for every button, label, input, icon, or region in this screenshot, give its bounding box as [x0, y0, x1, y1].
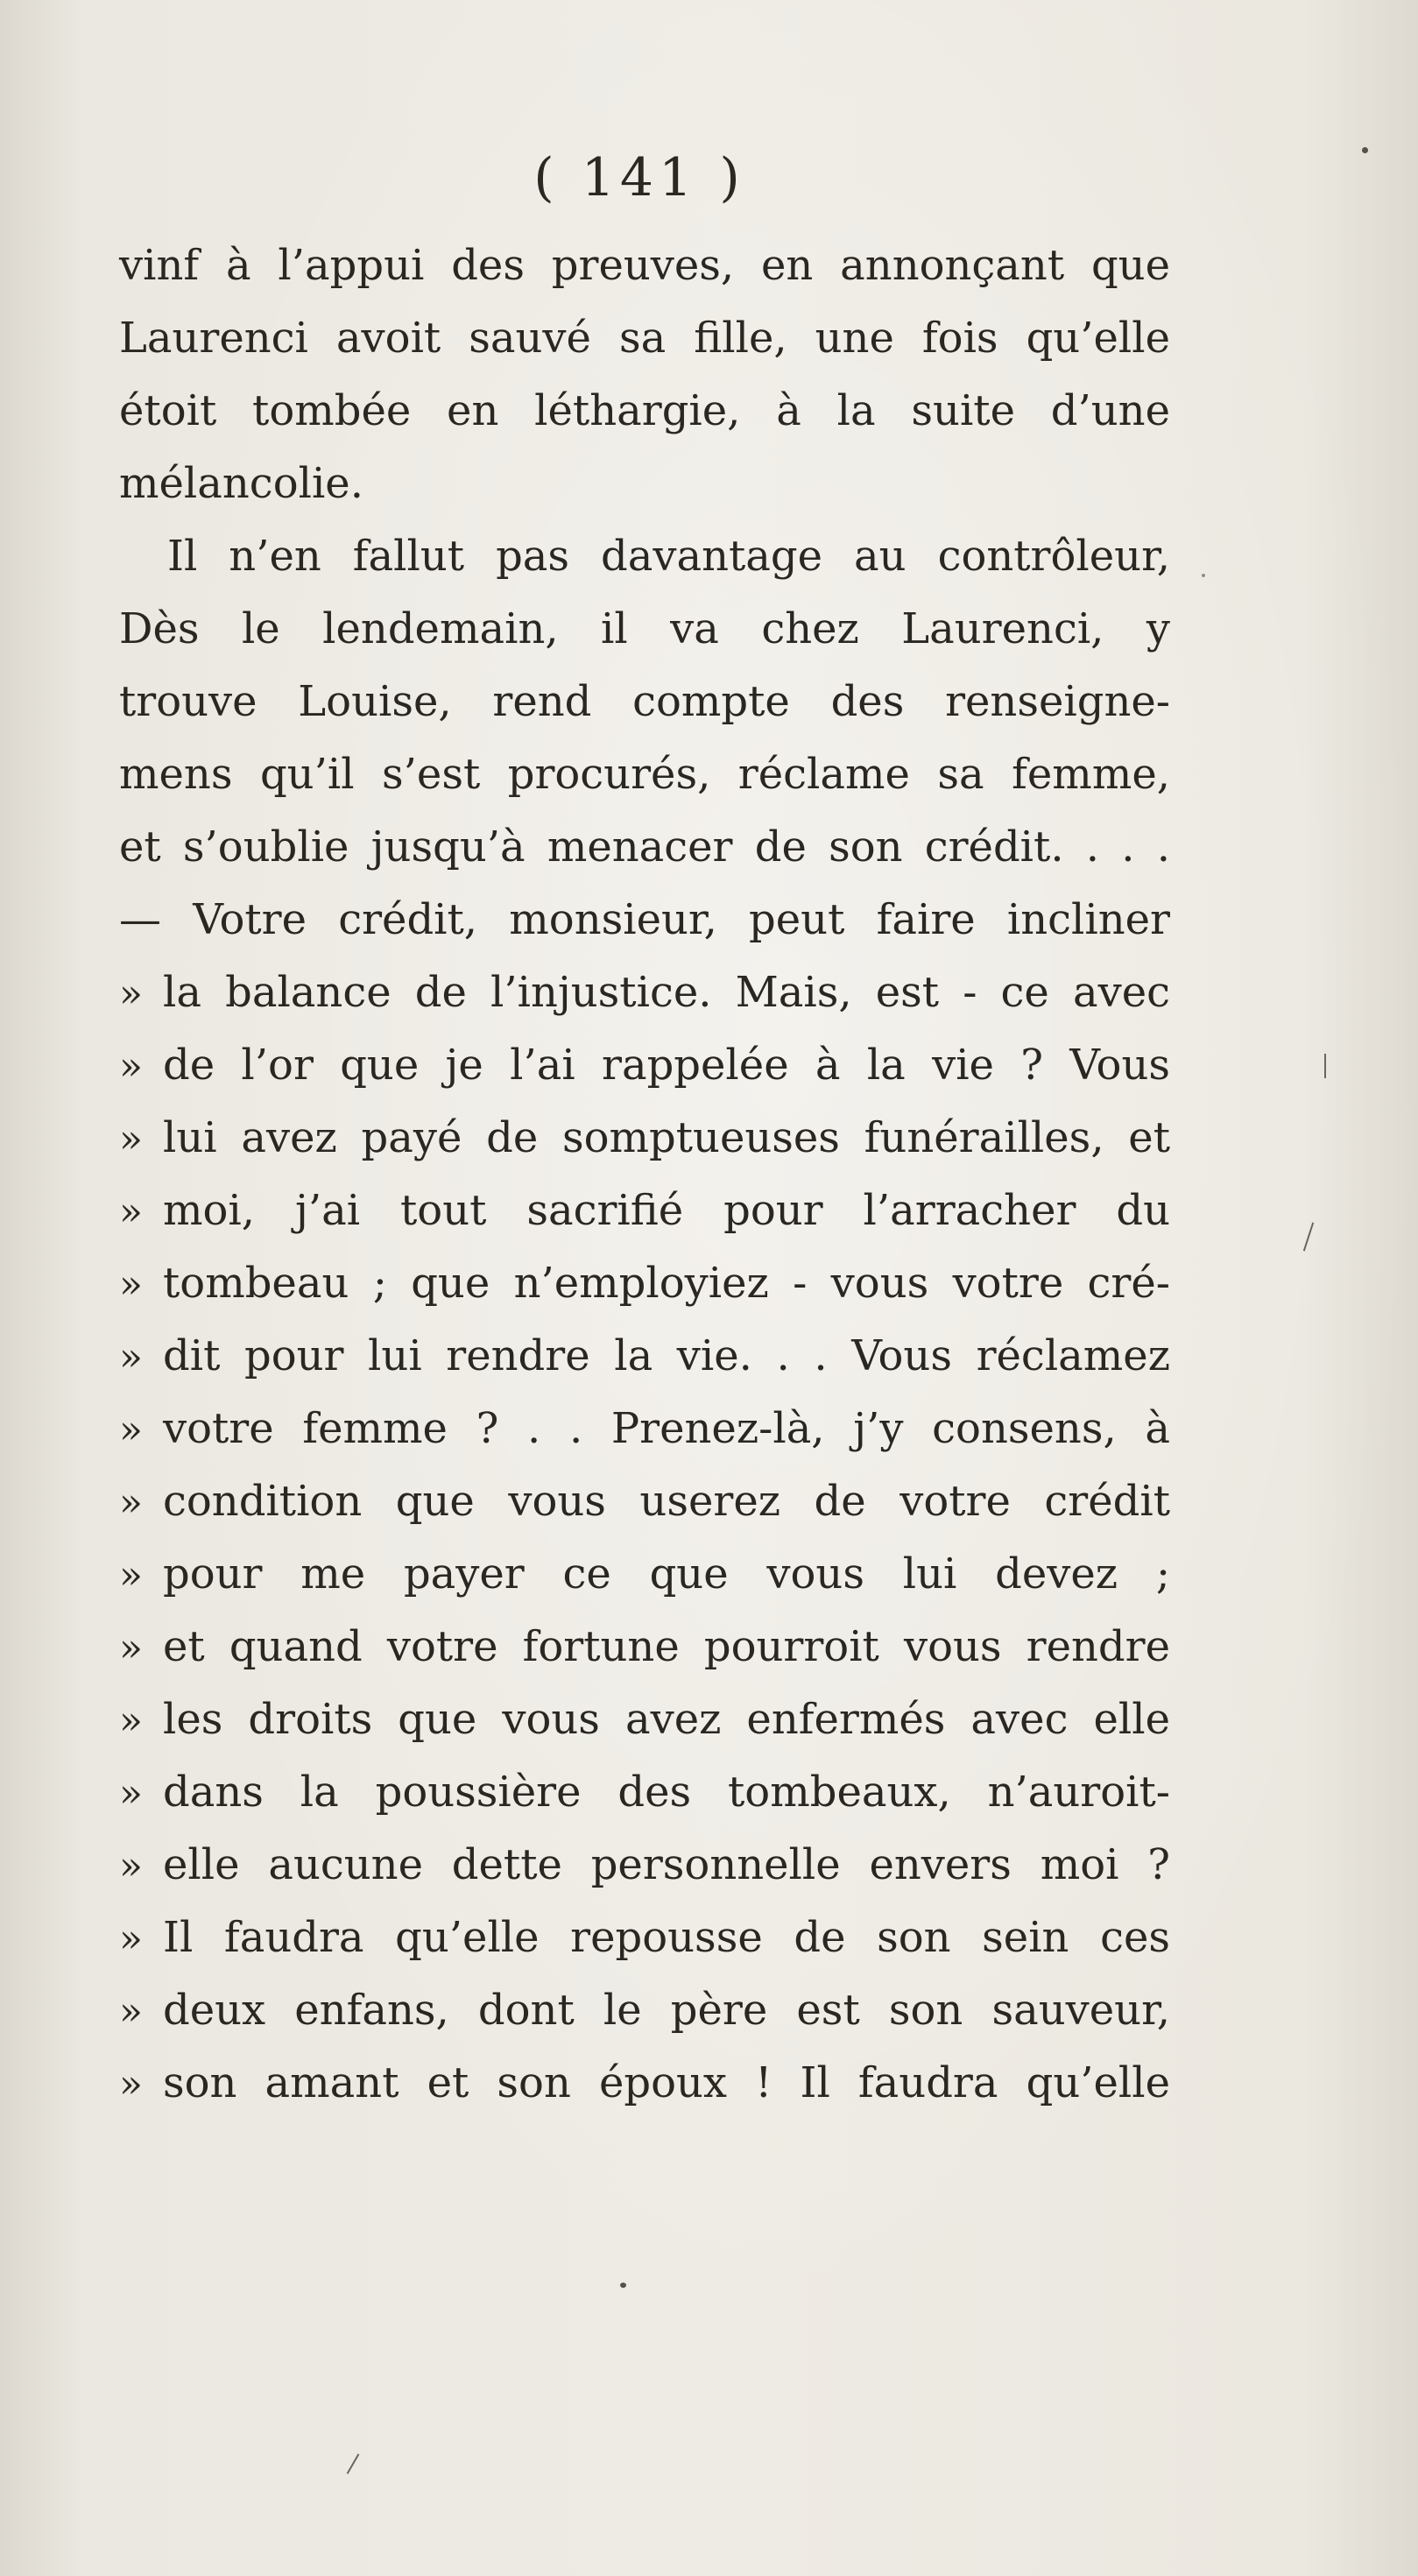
text-line	[119, 302, 1170, 375]
guillemet-mark: »	[119, 1989, 143, 2034]
line-text: — Votre crédit, monsieur, peut faire incliner	[119, 895, 1170, 944]
guillemet-mark: »	[119, 1408, 143, 1452]
line-text: et s’oublie jusqu’à menacer de son crédit. . . .	[119, 822, 1170, 872]
guillemet-mark: »	[119, 1044, 143, 1089]
line-text: tombeau ; que n’employiez - vous votre cré-	[163, 1259, 1170, 1308]
page-number: ( 141 )	[533, 147, 745, 208]
line-text: Il faudra qu’elle repousse de son sein ces	[163, 1913, 1170, 1962]
paper-speck	[620, 2283, 626, 2288]
text-line	[119, 593, 1170, 666]
guillemet-mark: »	[119, 1117, 143, 1161]
quoted-line	[119, 1611, 1170, 1683]
guillemet-mark: »	[119, 1916, 143, 1961]
line-text: dans la poussière des tombeaux, n’auroit-	[163, 1768, 1170, 1817]
line-text: la balance de l’injustice. Mais, est - ce avec	[163, 968, 1170, 1017]
line-text: les droits que vous avez enfermés avec elle	[163, 1695, 1170, 1744]
line-text: et quand votre fortune pourroit vous rendre	[163, 1622, 1170, 1671]
quoted-line	[119, 1538, 1170, 1611]
text-line	[119, 666, 1170, 738]
body-text	[119, 229, 1170, 2120]
quoted-line	[119, 956, 1170, 1029]
line-text: moi, j’ai tout sacrifié pour l’arracher du	[163, 1186, 1170, 1235]
guillemet-mark: »	[119, 1335, 143, 1380]
guillemet-mark: »	[119, 1771, 143, 1816]
quoted-line	[119, 1683, 1170, 1756]
paper-speck	[1202, 574, 1205, 577]
line-text: trouve Louise, rend compte des renseigne-	[119, 677, 1170, 726]
line-text: deux enfans, dont le père est son sauveur,	[163, 1986, 1170, 2035]
quoted-line	[119, 1756, 1170, 1829]
quoted-line	[119, 2047, 1170, 2120]
quoted-line	[119, 1465, 1170, 1538]
line-text: mélancolie.	[119, 459, 363, 508]
guillemet-mark: »	[119, 1698, 143, 1743]
guillemet-mark: »	[119, 1189, 143, 1234]
quoted-line	[119, 1320, 1170, 1393]
text-line	[119, 229, 1170, 302]
line-text: Laurenci avoit sauvé sa fille, une fois qu’elle	[119, 314, 1170, 363]
line-text: de l’or que je l’ai rappelée à la vie ? Vous	[163, 1041, 1170, 1090]
guillemet-mark: »	[119, 1262, 143, 1307]
line-text: son amant et son époux ! Il faudra qu’elle	[163, 2058, 1170, 2107]
line-text: Il n’en fallut pas davantage au contrôleur,	[167, 532, 1170, 581]
line-text: Dès le lendemain, il va chez Laurenci, y	[119, 604, 1170, 653]
quoted-line	[119, 1974, 1170, 2047]
guillemet-mark: »	[119, 1480, 143, 1525]
text-line	[119, 375, 1170, 448]
guillemet-mark: »	[119, 2062, 143, 2107]
line-text: dit pour lui rendre la vie. . . Vous réclamez	[163, 1331, 1170, 1380]
guillemet-mark: »	[119, 971, 143, 1016]
paper-scratch	[1324, 1054, 1326, 1078]
quoted-line	[119, 1102, 1170, 1175]
quoted-line	[119, 1175, 1170, 1247]
line-text: elle aucune dette personnelle envers moi ?	[163, 1840, 1170, 1889]
paper-scratch	[1303, 1223, 1314, 1252]
line-text: vinf à l’appui des preuves, en annonçant que	[119, 241, 1170, 290]
dialogue-start-line	[119, 884, 1170, 956]
guillemet-mark: »	[119, 1626, 143, 1670]
text-line	[119, 738, 1170, 811]
quoted-line	[119, 1393, 1170, 1465]
line-text: votre femme ? . . Prenez-là, j’y consens, à	[163, 1404, 1170, 1453]
paragraph-start-line	[119, 520, 1170, 593]
quoted-line	[119, 1902, 1170, 1974]
line-text: condition que vous userez de votre crédit	[163, 1477, 1170, 1526]
quoted-line	[119, 1247, 1170, 1320]
line-text: étoit tombée en léthargie, à la suite d’une	[119, 386, 1170, 435]
line-text: mens qu’il s’est procurés, réclame sa femme,	[119, 750, 1170, 799]
quoted-line	[119, 1829, 1170, 1902]
paper-scratch	[347, 2453, 360, 2474]
quoted-line	[119, 1029, 1170, 1102]
paper-speck	[1362, 147, 1368, 153]
guillemet-mark: »	[119, 1844, 143, 1888]
line-text: pour me payer ce que vous lui devez ;	[163, 1549, 1170, 1599]
text-line	[119, 448, 1170, 520]
guillemet-mark: »	[119, 1553, 143, 1598]
line-text: lui avez payé de somptueuses funérailles, et	[163, 1113, 1170, 1162]
text-line	[119, 811, 1170, 884]
